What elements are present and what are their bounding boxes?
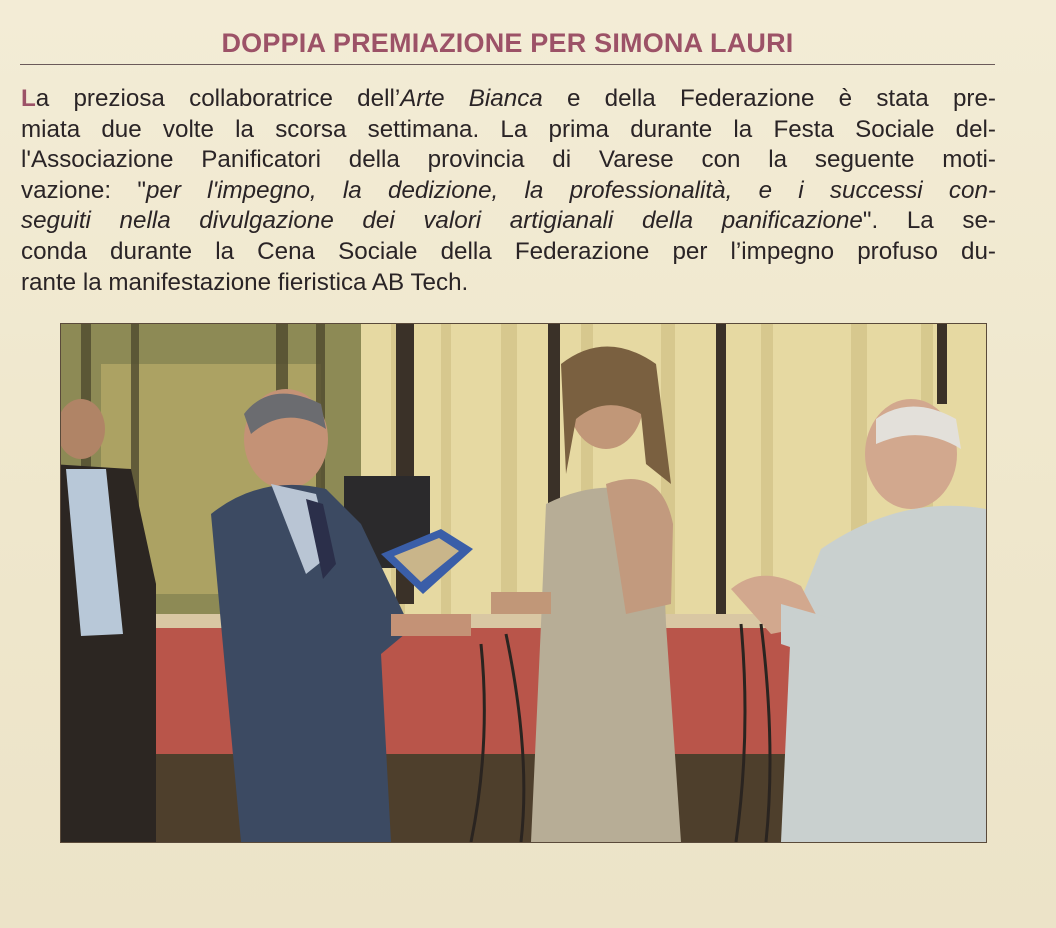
award-ceremony-photo (60, 323, 987, 843)
article-text: vazione: " (21, 176, 146, 204)
photo-illustration (61, 324, 986, 842)
article-text: ". La se- (862, 207, 996, 235)
article-body (21, 84, 996, 298)
quote-text: per l'impegno, la dedizione, la professionalità, e i successi con- (145, 176, 996, 204)
article-headline: DOPPIA PREMIAZIONE PER SIMONA LAURI (20, 26, 995, 65)
article-line-4 (21, 176, 996, 207)
quote-text: seguiti nella divulgazione dei valori artigianali della panificazione (21, 207, 863, 235)
article-text: e della Federazione è stata pre- (542, 85, 996, 112)
article-line-7: rante la manifestazione fieristica AB Tech. (21, 268, 469, 296)
article-line-5 (21, 206, 996, 237)
publication-name: Arte Bianca (400, 85, 543, 112)
article-text: a preziosa collaboratrice dell’ (35, 85, 401, 112)
article-line-2: miata due volte la scorsa settimana. La prima durante la Festa Sociale del- (21, 115, 996, 143)
article-line-1 (21, 84, 996, 115)
drop-letter: L (21, 85, 36, 112)
article-line-3: l'Associazione Panificatori della provincia di Varese con la seguente moti- (21, 146, 996, 174)
article-line-6: conda durante la Cena Sociale della Federazione per l’impegno profuso du- (21, 237, 996, 265)
